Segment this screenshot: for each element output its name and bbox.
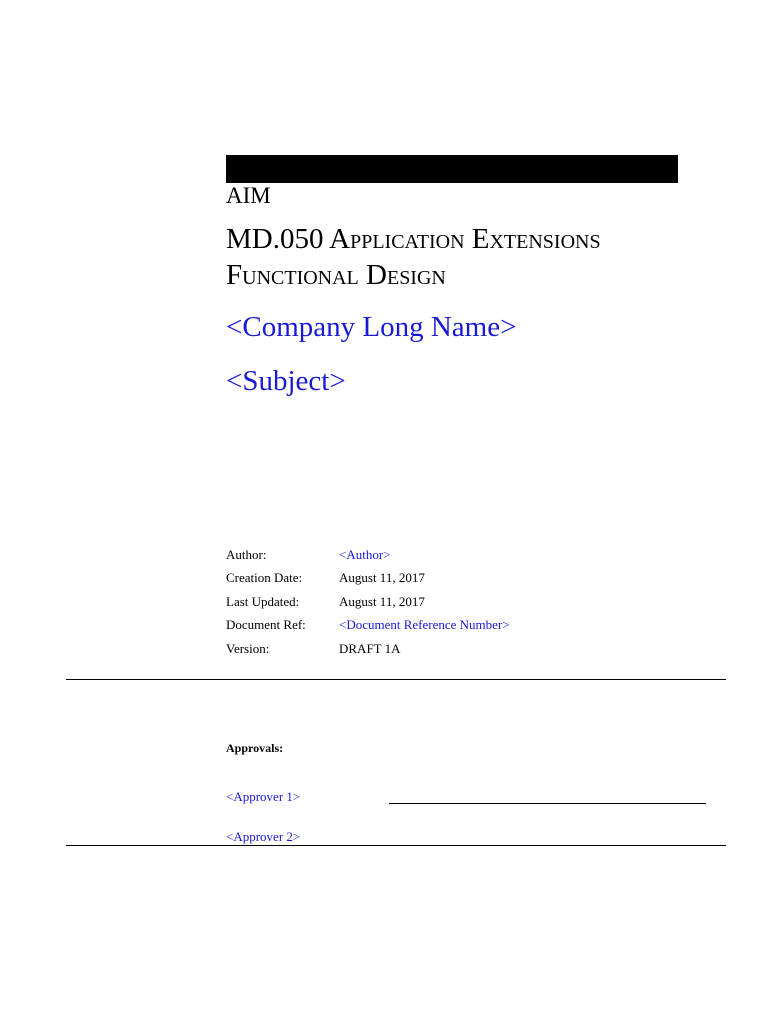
document-title xyxy=(226,221,746,293)
meta-row-version xyxy=(226,637,510,661)
meta-row-last-updated xyxy=(226,590,510,614)
approver-1-signature-line xyxy=(389,803,706,804)
meta-row-document-ref xyxy=(226,614,510,638)
meta-row-author xyxy=(226,543,510,567)
document-title-line-2: Functional Design xyxy=(226,259,446,291)
title-bar xyxy=(226,155,678,183)
horizontal-rule-top xyxy=(66,679,726,680)
meta-row-creation-date xyxy=(226,567,510,591)
document-metadata xyxy=(226,543,510,661)
meta-value: <Author> xyxy=(339,546,391,562)
meta-value: <Document Reference Number> xyxy=(339,617,510,633)
meta-label: Document Ref: xyxy=(226,617,306,633)
meta-value: DRAFT 1A xyxy=(339,640,401,656)
approver-2-name: <Approver 2> xyxy=(226,829,301,844)
meta-value: August 11, 2017 xyxy=(339,570,425,586)
document-title-line-1: MD.050 Application Extensions xyxy=(226,223,601,255)
company-name: <Company Long Name> xyxy=(226,311,517,343)
meta-label: Author: xyxy=(226,546,267,562)
meta-value: August 11, 2017 xyxy=(339,593,425,609)
meta-label: Last Updated: xyxy=(226,593,300,609)
approvals-heading: Approvals: xyxy=(226,741,284,755)
meta-label: Creation Date: xyxy=(226,570,303,586)
meta-label: Version: xyxy=(226,640,270,656)
document-subject: <Subject> xyxy=(226,365,346,397)
approver-1-name: <Approver 1> xyxy=(226,789,301,804)
horizontal-rule-bottom xyxy=(66,845,726,846)
product-name: AIM xyxy=(226,183,271,208)
